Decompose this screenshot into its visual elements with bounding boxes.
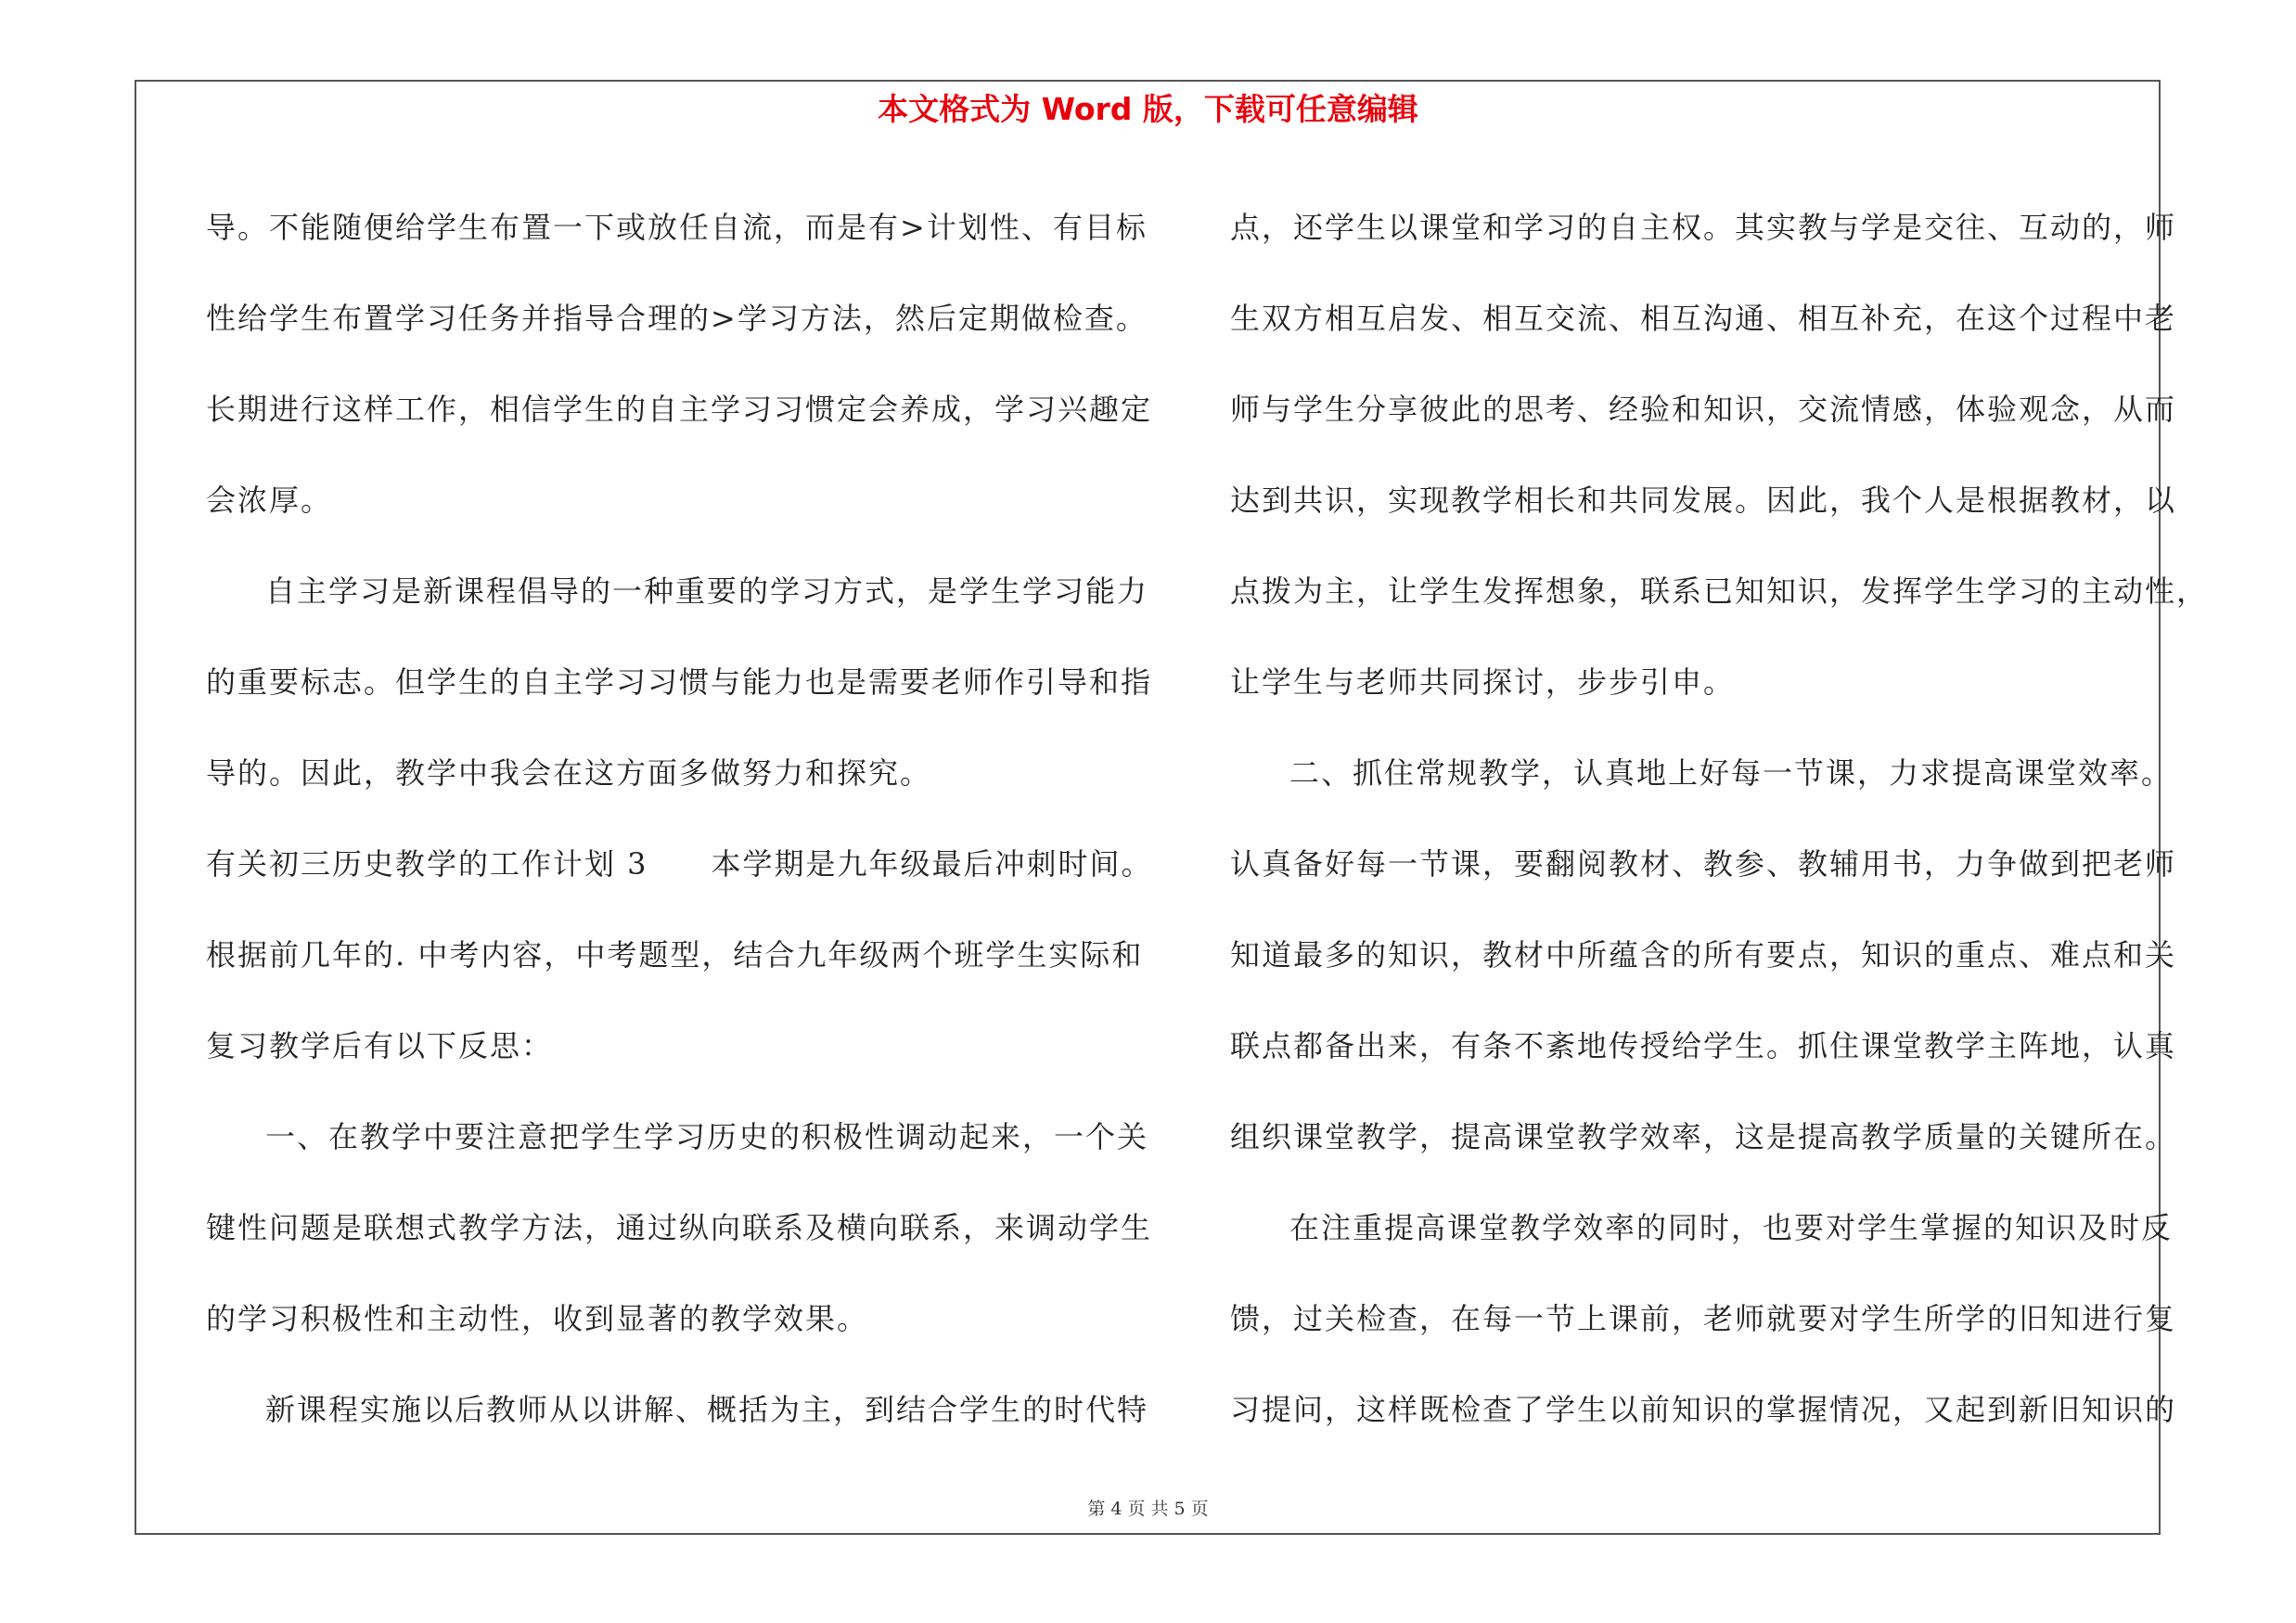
- text-line: 生双方相互启发、相互交流、相互沟通、相互补充，在这个过程中老: [1230, 301, 2177, 336]
- text-line: 长期进行这样工作，相信学生的自主学习习惯定会养成，学习兴趣定: [206, 392, 1153, 427]
- section-heading-line: 有关初三历史教学的工作计划 3 本学期是九年级最后冲刺时间。: [206, 846, 1153, 882]
- text-line: 复习教学后有以下反思：: [206, 1028, 554, 1063]
- text-line: 导的。因此，教学中我会在这方面多做努力和探究。: [206, 755, 932, 791]
- text-line: 联点都备出来，有条不紊地传授给学生。抓住课堂教学主阵地，认真: [1230, 1028, 2177, 1063]
- text-line: 导。不能随便给学生布置一下或放任自流，而是有>计划性、有目标: [206, 210, 1148, 245]
- text-line: 习提问，这样既检查了学生以前知识的掌握情况，又起到新旧知识的: [1230, 1392, 2177, 1427]
- word-format-banner: 本文格式为 Word 版，下载可任意编辑: [878, 91, 1418, 127]
- text-line: 组织课堂教学，提高课堂教学效率，这是提高教学质量的关键所在。: [1230, 1119, 2177, 1154]
- text-line: 让学生与老师共同探讨，步步引申。: [1230, 664, 1736, 700]
- paragraph-start-line: 自主学习是新课程倡导的一种重要的学习方式，是学生学习能力: [265, 573, 1149, 609]
- text-line: 点，还学生以课堂和学习的自主权。其实教与学是交往、互动的，师: [1230, 210, 2177, 245]
- text-line: 馈，过关检查，在每一节上课前，老师就要对学生所学的旧知进行复: [1230, 1301, 2177, 1336]
- text-line: 达到共识，实现教学相长和共同发展。因此，我个人是根据教材，以: [1230, 483, 2177, 518]
- paragraph-start-line: 新课程实施以后教师从以讲解、概括为主，到结合学生的时代特: [265, 1392, 1149, 1427]
- text-line: 会浓厚。: [206, 483, 333, 518]
- text-line: 的重要标志。但学生的自主学习习惯与能力也是需要老师作引导和指: [206, 664, 1153, 700]
- right-text-column: [1230, 182, 2209, 1455]
- paragraph-start-line: 一、在教学中要注意把学生学习历史的积极性调动起来，一个关: [265, 1119, 1149, 1154]
- page-number-footer: 第 4 页 共 5 页: [1087, 1499, 1209, 1519]
- text-line: 师与学生分享彼此的思考、经验和知识，交流情感，体验观念，从而: [1230, 392, 2177, 427]
- text-line: 性给学生布置学习任务并指导合理的>学习方法，然后定期做检查。: [206, 301, 1148, 336]
- text-line: 根据前几年的. 中考内容，中考题型，结合九年级两个班学生实际和: [206, 937, 1144, 973]
- text-line: 的学习积极性和主动性，收到显著的教学效果。: [206, 1301, 869, 1336]
- paragraph-start-line: 在注重提高课堂教学效率的同时，也要对学生掌握的知识及时反: [1289, 1210, 2174, 1245]
- text-line: 知道最多的知识，教材中所蕴含的所有要点，知识的重点、难点和关: [1230, 937, 2177, 973]
- left-text-column: [206, 182, 1153, 1455]
- paragraph-start-line: 二、抓住常规教学，认真地上好每一节课，力求提高课堂效率。: [1289, 755, 2174, 791]
- text-line: 点拨为主，让学生发挥想象，联系已知知识，发挥学生学习的主动性，: [1230, 573, 2209, 609]
- text-line: 键性问题是联想式教学方法，通过纵向联系及横向联系，来调动学生: [206, 1210, 1153, 1245]
- text-line: 认真备好每一节课，要翻阅教材、教参、教辅用书，力争做到把老师: [1230, 846, 2177, 882]
